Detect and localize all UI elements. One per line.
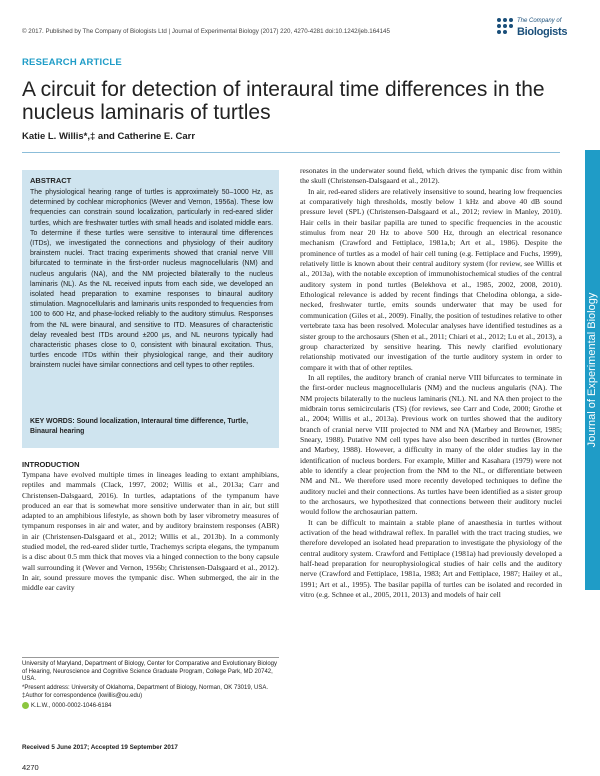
article-title: A circuit for detection of interaural time differences in the nucleus laminaris of turtles — [22, 78, 545, 124]
introduction-heading: INTRODUCTION — [22, 460, 80, 469]
orcid-line[interactable] — [22, 702, 279, 711]
abstract-body: The physiological hearing range of turtles is approximately 50–1000 Hz, as determined by cochlear microphonics (Wever and Vernon, 1956a). These low frequencies can constrain sound localization, particularly in red-eared slider turtles, which are freshwater turtles with small heads and isolated middle ears. To determine if these turtles were sensitive to interaural time differences (ITDs), we investigated the connections and physiology of their auditory brainstem nuclei. Tract tracing experiments showed that cranial nerve VIII bifurcated to terminate in the first-order nucleus magnocellularis (NM) and nucleus angularis (NA), and the NM projected bilaterally to the nucleus laminaris (NL). As the NL received inputs from each side, we developed an isolated head preparation to examine responses to binaural auditory stimulation. Magnocellularis and laminaris units responded to frequencies from 100 to 600 Hz, and phase-locked reliably to the auditory stimulus. Responses from the NL were binaural, and sensitive to ITD. Measures of characteristic delay revealed best ITDs around ±200 μs, and NL neurons typically had characteristic phases close to 0, consistent with binaural excitation. Thus, turtles encode ITDs within their physiological range, and their auditory brainstem nuclei have similar connections and cell types to other reptiles. — [30, 189, 273, 370]
introduction-body — [22, 470, 279, 594]
introduction-paragraph: Tympana have evolved multiple times in lineages leading to extant amphibians, reptiles and mammals (Clack, 1997, 2002; Willis et al., 2013a; Carr and Christensen-Dalsgaard, 2016). In turtles, adaptations of the tympanum have produced an ear that is somewhat more sensitive underwater than in air, but still adapted to an amphibious lifestyle, as shown both by laser vibrometry measures of tympanum responses in air and water, and by auditory brainstem responses (ABR) in air (Christensen-Dalsgaard et al., 2012; Willis et al., 2013b). In a commonly studied model, the red-eared slider turtle, Trachemys scripta elegans, the tympanum is a disc about 0.5 mm thick that moves via a hinged connection to the bony capsule wall surrounding it (Wever and Vernon, 1956b; Christensen-Dalsgaard et al., 2012). In air, sound pressure moves the tympanic disc. When submerged, the air in the middle ear cavity — [22, 470, 279, 593]
header-divider — [22, 152, 560, 153]
publisher-logo[interactable] — [497, 16, 573, 46]
logo-text-bottom: Biologists — [517, 26, 568, 38]
orcid-icon — [22, 702, 29, 709]
abstract-heading: ABSTRACT — [30, 176, 72, 185]
journal-side-title: Journal of Experimental Biology — [586, 292, 598, 448]
affiliation: University of Maryland, Department of Biology, Center for Comparative and Evolutionary Biology of Hearing, Neuroscience and Cognitive Science Graduate Program, College Park, MD 20742, USA. — [22, 661, 278, 683]
keywords: KEY WORDS: Sound localization, Interaural time difference, Turtle, Binaural hearing — [30, 418, 248, 435]
citation-header: © 2017. Published by The Company of Biologists Ltd | Journal of Experimental Biology (2017) 220, 4270-4281 doi:10.1242/jeb.164145 — [22, 28, 390, 35]
page-number: 4270 — [22, 763, 39, 772]
present-address: *Present address: University of Oklahoma, Department of Biology, Norman, OK 73019, USA. — [22, 684, 268, 691]
logo-text-top: The Company of — [517, 18, 562, 24]
footnotes — [22, 661, 279, 712]
author-list[interactable]: Katie L. Willis*,‡ and Catherine E. Carr — [22, 131, 196, 142]
correspondence[interactable]: ‡Author for correspondence (kwillis@ou.edu) — [22, 693, 143, 700]
orcid-id: K.L.W., 0000-0002-1046-6184 — [31, 703, 112, 710]
received-dates: Received 5 June 2017; Accepted 19 September 2017 — [22, 744, 178, 751]
paragraph-3: In all reptiles, the auditory branch of cranial nerve VIII bifurcates to terminate in the first-order nucleus magnocellularis (NM) and the nucleus angularis (NA). The NM projects bilaterally to the nucleus laminaris (NL). NL and NA then project to the midbrain torus semicircularis (TS) (for reviews, see Carr and Code, 2000; Grothe et al., 2004; Willis et al., 2013a). Previous work on turtles showed that the auditory branch of cranial nerve VIII projected to NM and NA (Marbey and Browner, 1985; Sneary, 1988). Putative NM cell types have also been described in turtles (Browner and Marbey, 1988). However, a difficulty in many of the older studies lay in the identification of nucleus borders. For example, Miller and Kasahara (1979) were not able to identify a clear projection from the NM to the NL, or differentiate between NM and NL. We therefore used more recently developed techniques to define the auditory nuclei and their connections. As turtles have been identified as a sister group to the archosaurs, we hypothesized that connections between their auditory nuclei would follow the archosaurian pattern. — [300, 372, 562, 517]
paragraph-4: It can be difficult to maintain a stable plane of anaesthesia in turtles without activation of the head withdrawal reflex. In parallel with the tract tracing studies, we therefore developed an isolated head preparation to investigate the physiology of the central auditory system. Crawford and Fettiplace (1981a) had previously developed a half-head preparation for neurophysiological studies of hair cells and the auditory nerve (Crawford and Fettiplace, 1981a, 1983; Art and Fettiplace, 1987; Hailey et al., 1991; Art et al., 1995). The basilar papilla of turtles can be isolated and recorded in vitro (e.g. Schnee et al., 2005, 2011, 2013) and models of hair cell — [300, 517, 562, 600]
paragraph-1: resonates in the underwater sound field, which drives the tympanic disc from within the skull (Christensen-Dalsgaard et al., 2012). — [300, 166, 562, 186]
paragraph-2: In air, red-eared sliders are relatively insensitive to sound, hearing low frequencies at comparatively high thresholds, mostly below 1 kHz and above 40 dB sound pressure level (SPL) (Christensen-Dalsgaard et al., 2012; review in Manley, 2010). Hair cells in their basilar papilla are tuned to specific frequencies in the acoustic stimulus from near 20 Hz to above 500 Hz, through an electrical resonance mechanism (Crawford and Fettiplace, 1981a,b; Art et al., 1986). Despite the prominence of turtles as a model of hair cell tuning (e.g. Fettiplace and Fuchs, 1999), relatively little is known about their central auditory system (for review, see Willis et al., 2013a), with the notable exception of immunohistochemical studies of the central auditory system in pond turtles (Belekhova et al., 1985, 2002, 2008, 2010). Ethological relevance is added by recent findings that Chelodina oblonga, a side-necked, freshwater turtle, emits sounds underwater that may be used for communication (Giles et al., 2009). Finally, the position of testudines relative to other vertebrate taxa has been resolved. Molecular analyses have identified testudines as a sister group to the archosaurs (Shen et al., 2011; Chiari et al., 2012; Lu et al., 2013), a group characterized by sensitive hearing. This newly clarified evolutionary relationship motivated our investigation of the turtle auditory system in order to compare it with that of other reptiles. — [300, 186, 562, 372]
logo-dots-icon — [497, 18, 514, 38]
right-column-body — [300, 166, 562, 600]
footnote-divider — [22, 657, 279, 658]
article-type: RESEARCH ARTICLE — [22, 57, 122, 68]
